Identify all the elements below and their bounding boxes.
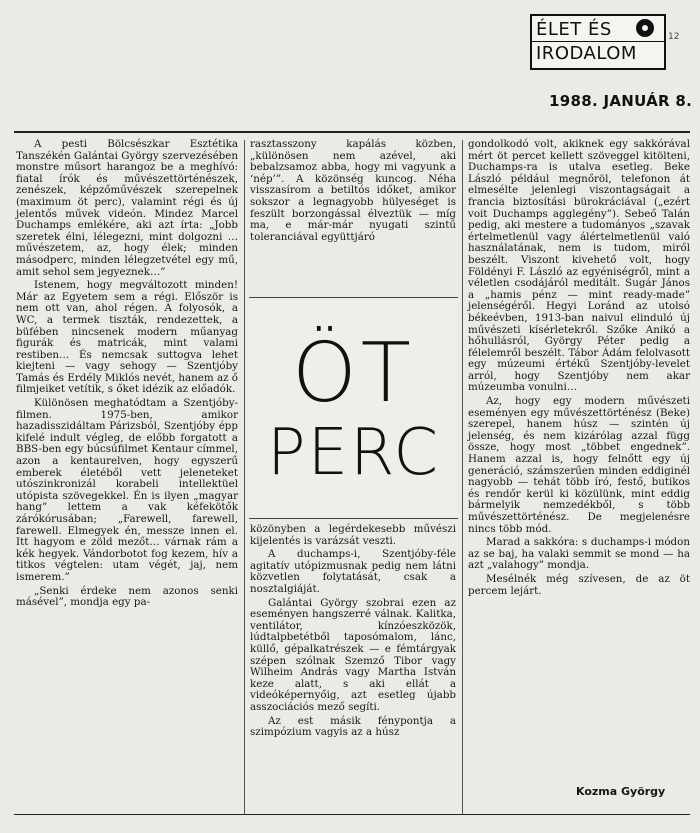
column-separator	[462, 140, 463, 815]
paragraph: rasztasszony kapálás közben, „különösen nem azével, aki bebalzsamoz abba, hogy mi vagyunk a ‘nép’”. A közönség kuncog. Néha visszasírom a betiltós időket, amikor sokszor a legnagyobb hülyeséget is feszült borzongással élveztük — míg ma, e már-már nyugati szintű toleranciával együttjáró	[250, 138, 456, 243]
paragraph: Különösen meghatódtam a Szentjóby-filmen. 1975-ben, amikor hazadisszidáltam Párizsból, Szentjóby épp kifelé indult végleg, de előbb forgatott a BBS-ben egy búcsúfilmet Kentaur címmel, azon a kentaurelven, hogy egyszerű emberek életéből vett jeleneteket utószinkronizál korabeli intellektüel utópista szövegekkel. Én is ilyen „magyar hang” lettem a vak kéfekötők zárókórusában; „Farewell, farewell, farewell. Elmegyek én, messze innen el. Itt hagyom e zöld mezőt… várnak rám a kék hegyek. Vándorbotot fog kezem, hív a titkos végtelen: utam végét, jaj, nem ismerem.”	[16, 397, 238, 583]
masthead-line1: ÉLET ÉS	[536, 19, 612, 40]
paragraph: közönyben a legérdekesebb művészi kijelentés is varázsát veszti.	[250, 523, 456, 547]
paragraph: Az, hogy egy modern művészeti eseményen egy művészettörténész (Beke) szerepel, hanem húsz — szintén új jelenség, és nem kizárólag azzal függ össze, hogy most „többet engednek”. Hanem azzal is, hogy felnőtt egy új generáció, számszerűen minden eddiginél nagyobb — tehát több író, festő, butikos és rendőr kerül ki közülünk, mint eddig bármelyik nemzedékből, s több művészettörténész. De megjelenésre nincs több mód.	[468, 395, 690, 535]
page-number: 12	[668, 32, 680, 42]
paragraph: Galántai György szobrai ezen az eseményen hangszerré válnak. Kalitka, ventilátor, kínzóeszközök, lúdtalpbetétből taposómalom, lánc, küllő, gépalkatrészek — e fémtárgyak szépen szólnak Szemző Tibor vagy Wilheim András vagy Martha István keze alatt, s aki ellát a videóképernyőig, azt esetleg újabb asszociációs mező segíti.	[250, 596, 456, 713]
masthead-logo	[530, 14, 666, 70]
masthead-divider	[532, 41, 664, 42]
issue-date: 1988. JANUÁR 8.	[549, 92, 693, 110]
column-separator	[244, 140, 245, 815]
logo-circle-icon	[636, 19, 654, 37]
column-1	[16, 139, 238, 611]
paragraph: Marad a sakkóra: s duchamps-i módon az se baj, ha valaki semmit se mond — ha azt „valahogy” mondja.	[468, 536, 690, 572]
bottom-rule	[14, 814, 690, 815]
column-2-top	[250, 139, 456, 245]
column-3	[468, 139, 690, 599]
paragraph: Az est másik fénypontja a szimpózium vagyis az a húsz	[250, 714, 456, 739]
column-2-bottom	[250, 524, 456, 741]
paragraph: Mesélnék még szívesen, de az öt percem lejárt.	[468, 572, 690, 597]
paragraph: Istenem, hogy megváltozott minden! Már az Egyetem sem a régi. Először is nem ott van, ahol régen. A folyosók, a WC, a termek tiszták, rendezettek, a büfében nincsenek modern műanyag figurák és matricák, mint valami restiben… És nemcsak suttogva lehet kiejteni — vagy sehogy — Szentjóby Tamás és Erdély Miklós nevét, hanem az ő filmjeiket vetítik, s őket idézik az előadók.	[16, 279, 238, 396]
paragraph: A pesti Bölcsészkar Esztétika Tanszékén Galántai György szervezésében monstre műsort harangoz be a meghívó: fiatal írók és művészettörténészek, zenészek, képzőművészek szerepelnek (maximum öt perc), valamint régi és új jelentős művek videón. Mindez Marcel Duchamps emlékére, aki azt írta: „Jobb szeretek élni, lélegezni, mint dolgozni … művészetem, az, hogy élek; minden másodperc, minden lélegzetvétel egy mű, amit sehol sem jegyeznek…”	[16, 138, 238, 278]
paragraph: „Senki érdeke nem azonos senki másével”, mondja egy pa-	[16, 584, 238, 609]
author-signature: Kozma György	[576, 785, 666, 798]
top-rule	[14, 131, 690, 133]
article-title-box	[249, 297, 458, 519]
paragraph: A duchamps-i, Szentjóby-féle agitatív utópizmusnak pedig nem látni közvetlen folytatását, csak a nosztalgiáját.	[250, 548, 456, 595]
article-title-line1: ÖT	[292, 326, 415, 421]
paragraph: gondolkodó volt, akiknek egy sakkórával mért öt percet kellett szöveggel kitölteni, Duchamps-ra is utalva esetleg. Beke László például megnőröl, telefonon át elmesélte jelenlegi viszontagságait a francia biztosítási bürokráciával („ezért voit Duchamps agglegény”). Sebeő Talán pedig, aki mestere a tudományos „szavak értelmetlenül vagy álértelmetlenül való használatának, nem is tudom, miről beszélt. Viszont kivehető volt, hogy Földényi F. László az egyéniségről, mint a véletlen csodájáról meditált. Sugár János a „hamis pénz — mint ready-made” jelenségéről. Hegyi Loránd az utolsó békeévben, 1913-ban naivul elinduló új művészeti kísérletekről. Szőke Anikó a hőhullásról, György Péter pedig a félelemről beszélt. Tábor Ádám felolvasott egy múzeumi értékű Szentjóby-levelet arról, hogy Szentjóby nem akar múzeumba vonulni…	[468, 138, 690, 394]
article-title-line2: PERC	[267, 416, 440, 490]
masthead-line2: IRODALOM	[536, 43, 637, 64]
